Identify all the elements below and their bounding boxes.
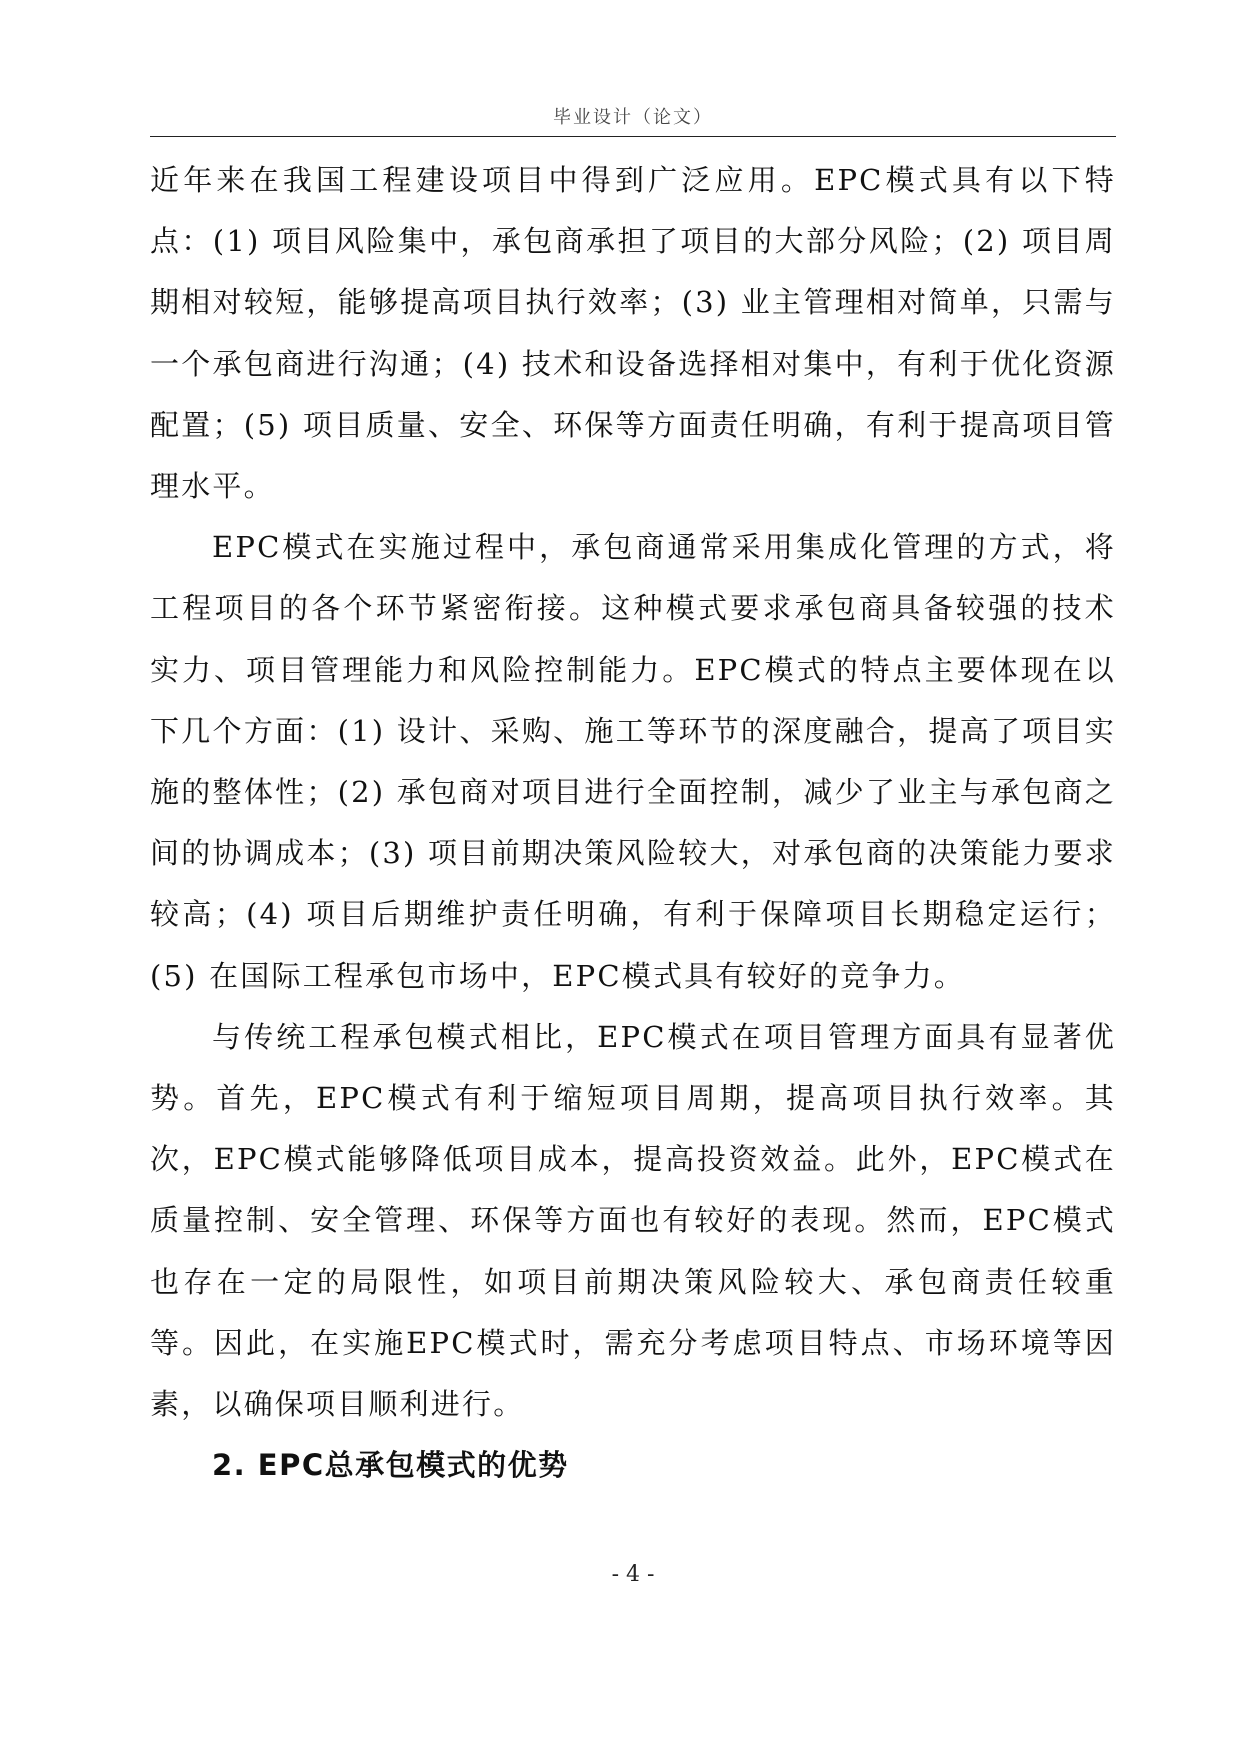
section-heading: 2. EPC总承包模式的优势 xyxy=(212,1448,569,1483)
running-header: 毕业设计（论文） xyxy=(553,107,713,128)
body-text xyxy=(150,150,1116,1496)
paragraph-epc-comparison: 与传统工程承包模式相比，EPC模式在项目管理方面具有显著优势。首先，EPC模式有利于缩短项目周期，提高项目执行效率。其次，EPC模式能够降低项目成本，提高投资效益。此外，EPC模式在质量控制、安全管理、环保等方面也有较好的表现。然而，EPC模式也存在一定的局限性，如项目前期决策风险较大、承包商责任较重等。因此，在实施EPC模式时，需充分考虑项目特点、市场环境等因素，以确保项目顺利进行。 xyxy=(150,1019,1116,1422)
page-number: - 4 - xyxy=(611,1562,655,1587)
paragraph-epc-implementation: EPC模式在实施过程中，承包商通常采用集成化管理的方式，将工程项目的各个环节紧密衔接。这种模式要求承包商具备较强的技术实力、项目管理能力和风险控制能力。EPC模式的特点主要体现在以下几个方面：(1) 设计、采购、施工等环节的深度融合，提高了项目实施的整体性；(2) 承包商对项目进行全面控制，减少了业主与承包商之间的协调成本；(3) 项目前期决策风险较大，对承包商的决策能力要求较高；(4) 项目后期维护责任明确，有利于保障项目长期稳定运行；(5) 在国际工程承包市场中，EPC模式具有较好的竞争力。 xyxy=(150,530,1116,993)
header-rule xyxy=(150,136,1116,137)
paragraph-continued: 近年来在我国工程建设项目中得到广泛应用。EPC模式具有以下特点：(1) 项目风险集中，承包商承担了项目的大部分风险；(2) 项目周期相对较短，能够提高项目执行效率；(3) 业主管理相对简单，只需与一个承包商进行沟通；(4) 技术和设备选择相对集中，有利于优化资源配置；(5) 项目质量、安全、环保等方面责任明确，有利于提高项目管理水平。 xyxy=(150,163,1116,504)
